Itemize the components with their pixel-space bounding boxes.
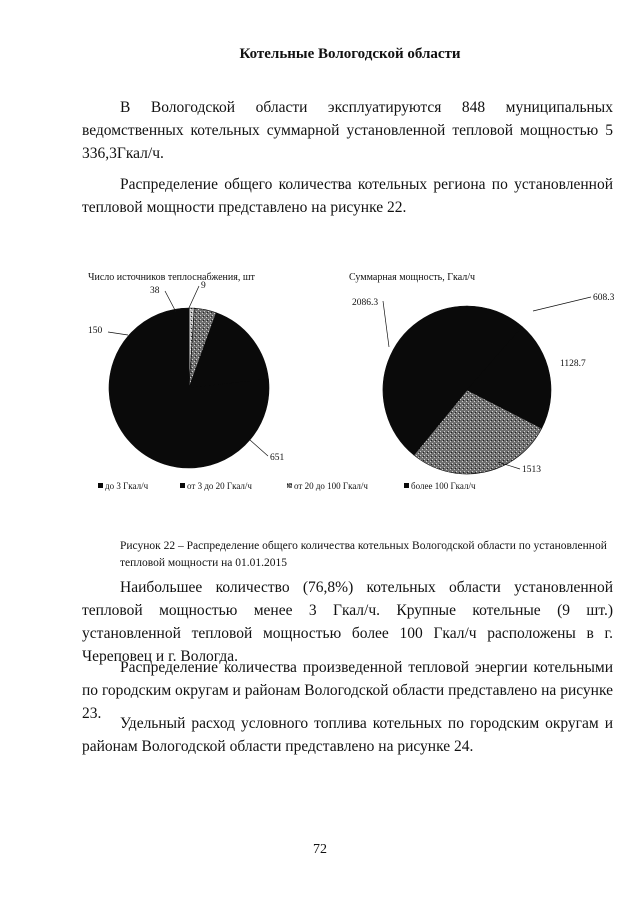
intro-word: Вологодской <box>150 99 236 116</box>
pie-chart-1 <box>88 272 285 468</box>
slice-value-label: 651 <box>270 453 285 463</box>
pie-chart-2 <box>349 272 615 475</box>
intro-word: 848 <box>461 99 486 116</box>
slice-value-label: 1513 <box>522 465 541 475</box>
intro-word: муниципальных <box>505 99 613 116</box>
slice-value-label: 9 <box>201 281 206 291</box>
intro-word: В <box>120 99 131 116</box>
label-leader-line <box>250 440 268 456</box>
slice-value-label: 2086.3 <box>352 298 379 308</box>
chart-title: Число источников теплоснабжения, шт <box>88 272 255 283</box>
legend-item: до 3 Гкал/ч <box>105 481 149 491</box>
label-leader-line <box>533 297 591 311</box>
label-leader-line <box>383 301 389 347</box>
legend-item: более 100 Гкал/ч <box>411 481 476 491</box>
intro-word: эксплуатируются <box>327 99 442 116</box>
slice-value-label: 38 <box>150 286 160 296</box>
slice-value-label: 1128.7 <box>560 359 586 369</box>
figure-reference-paragraph: Распределение общего количества котельных региона по установленной тепловой мощности представлено на рисунке 22. <box>82 176 613 216</box>
legend-marker <box>98 483 103 488</box>
page-title: Котельные Вологодской области <box>239 46 461 62</box>
chart-title: Суммарная мощность, Гкал/ч <box>349 272 476 283</box>
intro-paragraph <box>82 96 613 165</box>
figure-caption: Рисунок 22 – Распределение общего количества котельных Вологодской области по установленной тепловой мощности на 01.01.2015 <box>120 540 607 569</box>
legend-marker <box>180 483 185 488</box>
label-leader-line <box>165 291 176 312</box>
intro-first-line <box>82 96 613 119</box>
label-leader-line <box>108 332 128 335</box>
intro-word: области <box>255 99 308 116</box>
figure24-paragraph: Удельный расход условного топлива котельных по городским округам и районам Вологодской области представлено на рисунке 24. <box>82 715 613 755</box>
label-leader-line <box>188 286 199 310</box>
legend-item: от 3 до 20 Гкал/ч <box>187 481 252 491</box>
chart-legend <box>98 481 476 491</box>
page-number: 72 <box>313 842 327 857</box>
legend-item: от 20 до 100 Гкал/ч <box>294 481 368 491</box>
pie-charts-figure <box>0 255 640 505</box>
summary-paragraph: Наибольшее количество (76,8%) котельных области установленной тепловой мощностью менее 3 Гкал/ч. Крупные котельные (9 шт.) установленной тепловой мощностью более 100 Гкал/ч расположены в г. Череповец и г. Вологда. <box>82 579 613 665</box>
slice-value-label: 150 <box>88 326 103 336</box>
legend-marker <box>404 483 409 488</box>
intro-rest: ведомственных котельных суммарной установленной тепловой мощностью 5 336,3Гкал/ч. <box>82 122 613 162</box>
legend-marker <box>287 483 292 488</box>
figure23-paragraph: Распределение количества произведенной тепловой энергии котельными по городским округам и районам Вологодской области представлено на рисунке 23. <box>82 659 613 722</box>
slice-value-label: 608.3 <box>593 293 615 303</box>
